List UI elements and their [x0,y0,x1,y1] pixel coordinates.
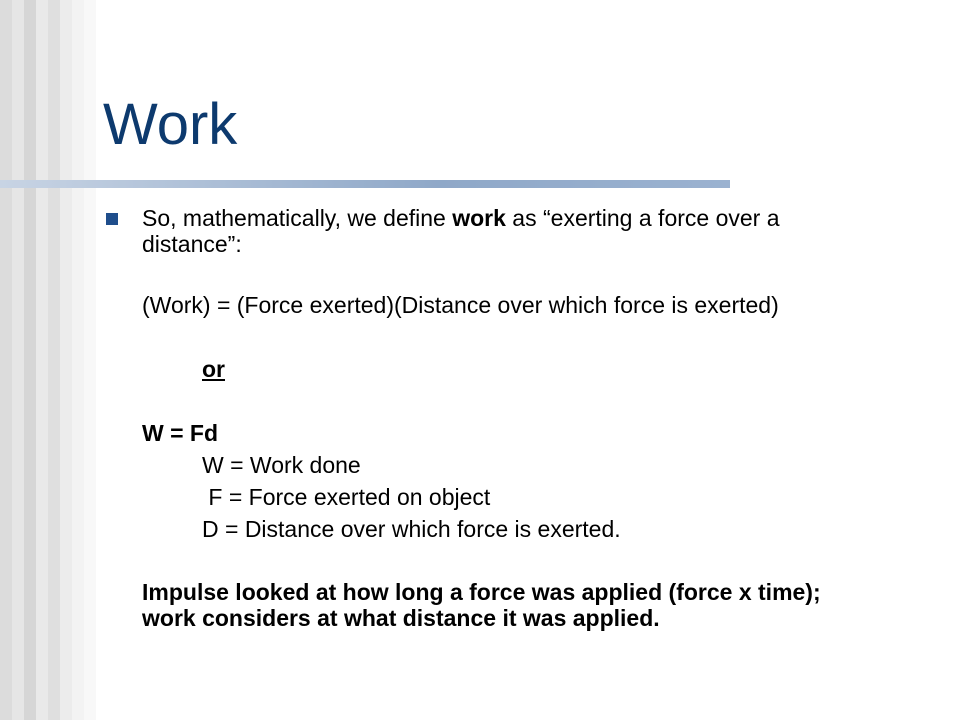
bullet-text-post: as “exerting a force over a [505,205,780,231]
or-label: or [202,356,225,382]
bullet-text-bold: work [452,205,506,231]
definition-d: D = Distance over which force is exerted. [202,516,621,542]
square-bullet-icon [106,213,118,225]
equation-words: (Work) = (Force exerted)(Distance over which force is exerted) [142,292,779,318]
conclusion-line-2: work considers at what distance it was applied. [142,605,660,631]
definition-f: F = Force exerted on object [202,484,491,510]
bullet-line-2: distance”: [142,231,242,257]
bullet-line-1 [142,205,780,231]
title-underline [0,180,730,188]
slide-title: Work [103,92,238,157]
bullet-text-pre: So, mathematically, we define [142,205,453,231]
equation: W = Fd [142,420,219,446]
definition-w: W = Work done [202,452,361,478]
conclusion-line-1: Impulse looked at how long a force was applied (force x time); [142,579,821,605]
decorative-stripes [0,0,96,720]
